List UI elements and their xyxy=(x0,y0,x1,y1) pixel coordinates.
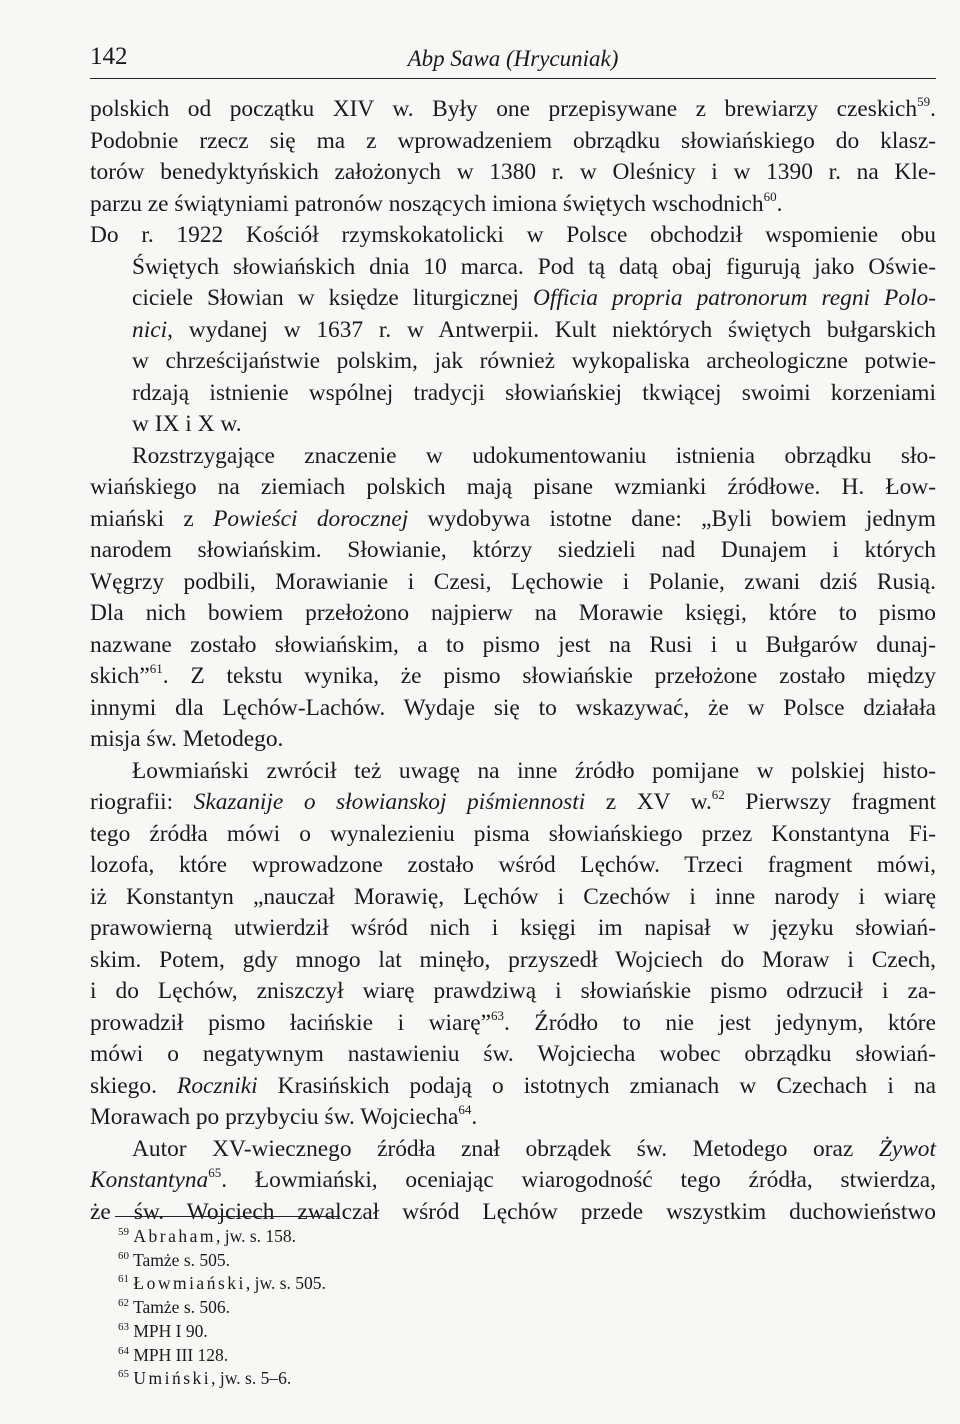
text-line: Rozstrzygające znaczenie w udokumentowaniu istnienia obrządku sło- xyxy=(132,442,936,469)
text-line: prawowierną utwierdził wśród nich i księgi im napisał w języku słowiań- xyxy=(90,915,936,941)
footnote-ref-64: 64 xyxy=(458,1102,472,1117)
paragraph-5 xyxy=(90,1134,936,1229)
footnote-60: $^{60}$ Tamże s. 505. xyxy=(118,1249,231,1270)
footnote-63: $^{63}$ MPH I 90. xyxy=(118,1320,208,1341)
italic-title: Officia propria patronorum regni Polo- xyxy=(532,285,937,311)
text-line: ciciele Słowian w księdze liturgicznej Officia propria patronorum regni Polo- xyxy=(132,285,937,311)
paragraph-4 xyxy=(90,756,936,1134)
text-line: tego źródła mówi o wynalezieniu pisma słowiańskiego przez Konstantyna Fi- xyxy=(90,820,936,847)
running-head: Abp Sawa (Hrycuniak) xyxy=(407,46,619,71)
text-line: skim. Potem, gdy mnogo lat minęło, przyszedł Wojciech do Moraw i Czech, xyxy=(90,946,936,973)
italic-title: Konstantyna xyxy=(90,1167,209,1193)
text-line: skiego. Roczniki Krasińskich podają o istotnych zmianach w Czechach i na xyxy=(90,1072,937,1099)
text-line: w IX i X w. xyxy=(132,411,242,437)
footnote-59: $^{59}$ Abraham, jw. s. 158. xyxy=(118,1226,297,1246)
text-line: miański z Powieści dorocznej wydobywa istotne dane: „Byli bowiem jednym xyxy=(90,505,936,532)
italic-title: Skazanije o słowianskoj piśmiennosti xyxy=(193,789,586,815)
footnote-ref-63: 63 xyxy=(490,1007,504,1023)
footnotes xyxy=(118,1225,718,1391)
footnote-ref-62: 62 xyxy=(711,787,725,802)
text-line: Węgrzy podbili, Morawianie i Czesi, Lęchowie i Polanie, zwani dziś Rusią. xyxy=(90,568,936,595)
footnote-ref-60: 60 xyxy=(763,188,777,204)
footnote-separator xyxy=(115,1216,340,1217)
text-line: lozofa, które wprowadzone zostało wśród Lęchów. Trzeci fragment mówi, xyxy=(90,852,936,878)
footnote-ref-61: 61 xyxy=(149,661,163,676)
text-line: nici, wydanej w 1637 r. w Antwerpii. Kult niektórych świętych bułgarskich xyxy=(132,316,936,343)
paragraph-2 xyxy=(90,220,936,441)
text-line: polskich od początku XIV w. Były one przepisywane z brewiarzy czeskich$^{59}$. xyxy=(90,94,936,122)
text-line: skich”$^{61}$. Z tekstu wynika, że pismo słowiańskie przełożone zostało między xyxy=(90,661,936,689)
italic-title: nici xyxy=(132,316,168,343)
text-line: nazwane zostało słowiańskim, a to pismo jest na Rusi i u Bułgarów dunaj- xyxy=(90,631,936,658)
text-line: w chrześcijaństwie polskim, jak również wykopaliska archeologiczne potwie- xyxy=(132,348,936,374)
text-line: Łowmiański zwrócił też uwagę na inne źródło pomijane w polskiej histo- xyxy=(132,757,936,784)
text-line: narodem słowiańskim. Słowianie, którzy siedzieli nad Dunajem i których xyxy=(90,537,936,563)
footnote-64: $^{64}$ MPH III 128. xyxy=(118,1344,229,1365)
text-line: że św. Wojciech zwalczał wśród Lęchów przede wszystkim duchowieństwo xyxy=(90,1198,936,1225)
paragraph-3 xyxy=(90,441,936,756)
text-line: rdzają istnienie wspólnej tradycji słowiańskiej tkwiącej swoimi korzeniami xyxy=(132,379,936,406)
footnote-ref-59: 59 xyxy=(917,94,931,109)
text-line: misja św. Metodego. xyxy=(90,726,284,752)
text-line: innymi dla Lęchów-Lachów. Wydaje się to wskazywać, że w Polsce działała xyxy=(90,694,936,721)
italic-title: Roczniki xyxy=(177,1072,258,1099)
text-line: prowadził pismo łacińskie i wiarę”$^{63}$. Źródło to nie jest jedynym, które xyxy=(90,1007,936,1036)
text-line: Konstantyna$^{65}$. Łowmiański, oceniając wiarogodność tego źródła, stwierdza, xyxy=(90,1165,936,1193)
page-header xyxy=(90,40,936,79)
text-line: Autor XV-wiecznego źródła znał obrządek św. Metodego oraz Żywot xyxy=(132,1135,936,1162)
text-line: Dla nich bowiem przełożono najpierw na Morawie księgi, które to pismo xyxy=(90,600,936,626)
text-line: riografii: Skazanije o słowianskoj piśmiennosti z XV w.$^{62}$ Pierwszy fragment xyxy=(90,787,937,815)
text-line: Do r. 1922 Kościół rzymskokatolicki w Polsce obchodził wspomienie obu xyxy=(90,222,936,248)
text-line: parzu ze świątyniami patronów noszących imiona świętych wschodnich$^{60}$. xyxy=(90,188,783,217)
text-line: mówi o negatywnym nastawieniu św. Wojciecha wobec obrządku słowiań- xyxy=(90,1041,936,1067)
text-line: i do Lęchów, zniszczył wiarę prawdziwą i słowiańskie pismo odrzucił i za- xyxy=(90,978,936,1004)
italic-title: Żywot xyxy=(878,1135,936,1162)
italic-title: Powieści dorocznej xyxy=(213,505,409,532)
text-line: Świętych słowiańskich dnia 10 marca. Pod tą datą obaj figurują jako Oświe- xyxy=(132,253,936,280)
text-line: Morawach po przybyciu św. Wojciecha$^{64}$. xyxy=(90,1102,478,1130)
text-line: iż Konstantyn „nauczał Morawię, Lęchów i Czechów i inne narody i wiarę xyxy=(90,883,936,910)
page-number: 142 xyxy=(90,43,128,70)
footnote-65: $^{65}$ Umiński, jw. s. 5–6. xyxy=(118,1368,292,1389)
text-line: torów benedyktyńskich założonych w 1380 r. w Oleśnicy i w 1390 r. na Kle- xyxy=(90,159,936,185)
body-text xyxy=(90,94,936,1228)
footnote-61: $^{61}$ Łowmiański, jw. s. 505. xyxy=(118,1273,326,1294)
text-line: Podobnie rzecz się ma z wprowadzeniem obrządku słowiańskiego do klasz- xyxy=(90,127,936,154)
footnote-ref-65: 65 xyxy=(208,1165,222,1180)
text-line: wiańskiego na ziemiach polskich mają pisane wzmianki źródłowe. H. Łow- xyxy=(90,474,936,500)
footnote-62: $^{62}$ Tamże s. 506. xyxy=(118,1297,231,1318)
paragraph-1 xyxy=(90,94,936,220)
